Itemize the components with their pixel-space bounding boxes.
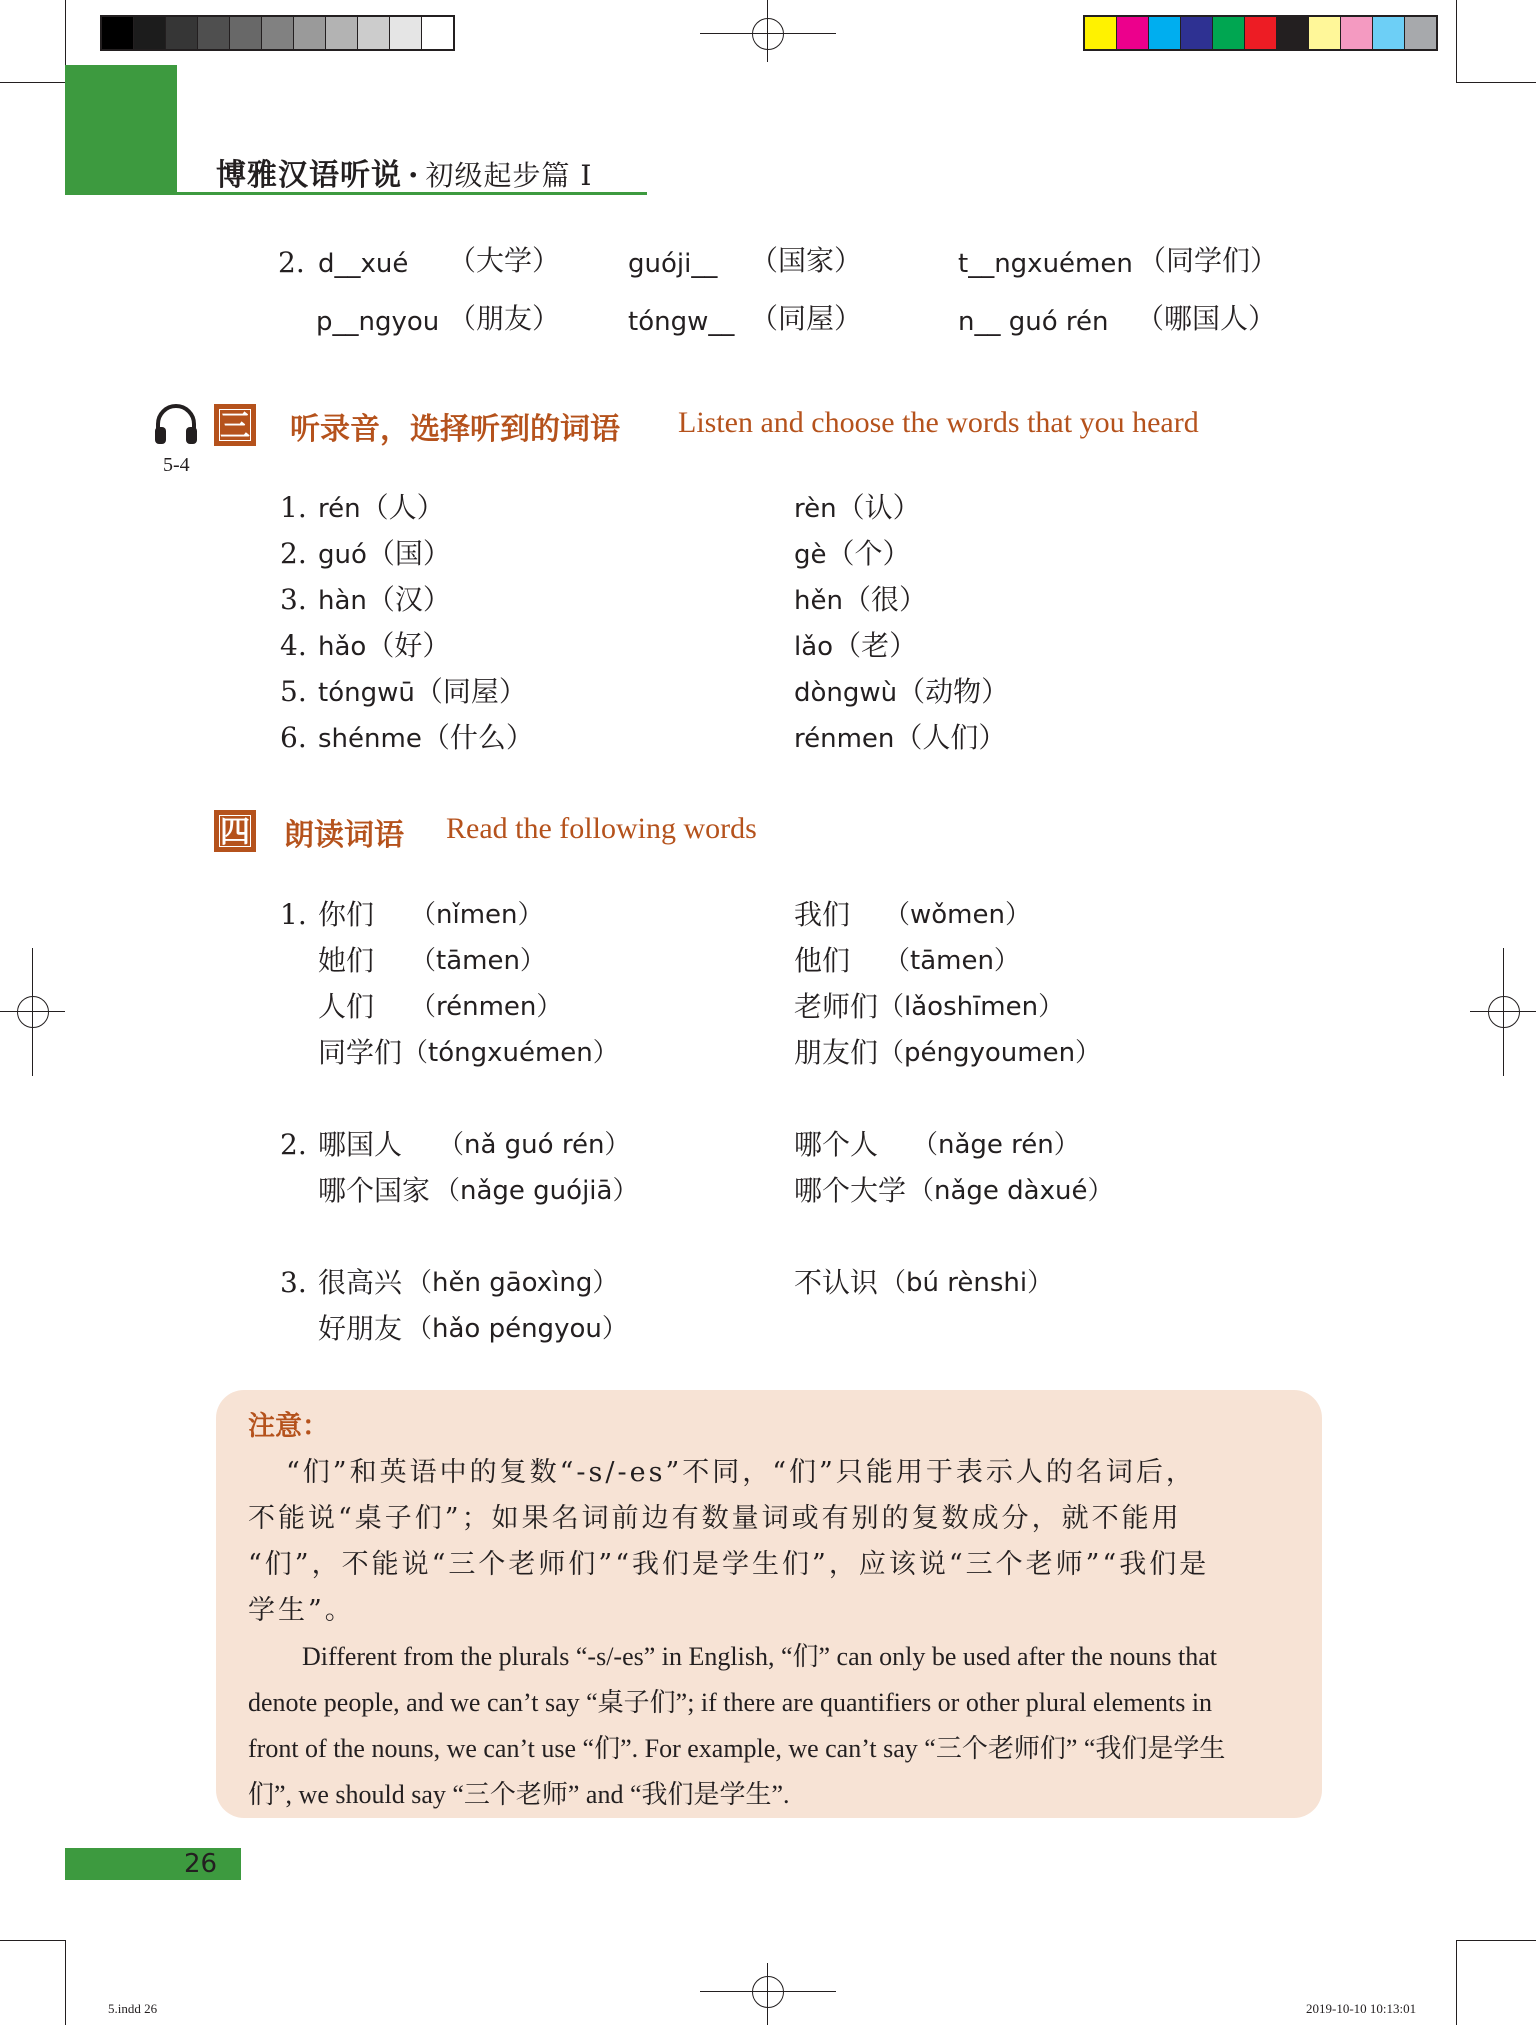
item-number: 1. bbox=[280, 491, 307, 524]
book-title-main: 博雅汉语听说 bbox=[216, 158, 402, 193]
word-pinyin: （rénmen） bbox=[410, 992, 563, 1022]
choice-left-pinyin: rén bbox=[318, 494, 361, 524]
print-timestamp: 2019-10-10 10:13:01 bbox=[1306, 2001, 1417, 2016]
choice-left-hanzi: （国） bbox=[366, 537, 451, 570]
word-hanzi: 哪个大学 bbox=[794, 1174, 907, 1207]
color-swatch bbox=[422, 17, 453, 49]
note-en-line: Different from the plurals “-s/-es” in English, “们” can only be used after the nouns that bbox=[302, 1642, 1218, 1671]
choice-right-pinyin: hěn bbox=[794, 586, 843, 616]
choice-left-hanzi: （汉） bbox=[366, 583, 451, 616]
word-pinyin: （hěn gāoxìng） bbox=[406, 1268, 619, 1298]
choice-right-hanzi: （人们） bbox=[894, 721, 1007, 754]
color-swatch bbox=[1405, 17, 1436, 49]
choice-left-hanzi: （好） bbox=[366, 629, 451, 662]
color-swatch bbox=[1341, 17, 1373, 49]
color-swatch bbox=[1309, 17, 1341, 49]
word-hanzi: 很高兴 bbox=[318, 1266, 403, 1299]
section-4-title-cn: 朗读词语 bbox=[284, 818, 404, 853]
fill-blank-hanzi: （朋友） bbox=[448, 302, 561, 335]
color-swatch bbox=[358, 17, 390, 49]
choice-left-pinyin: hàn bbox=[318, 586, 367, 616]
book-title bbox=[216, 150, 592, 194]
word-hanzi: 他们 bbox=[794, 944, 851, 977]
fill-blank-hanzi: （国家） bbox=[750, 244, 863, 277]
note-title: 注意： bbox=[248, 1411, 329, 1442]
section-4-title-en: Read the following words bbox=[446, 812, 757, 845]
section-3-label: 三 bbox=[214, 404, 256, 446]
color-swatch bbox=[102, 17, 134, 49]
word-hanzi: 我们 bbox=[794, 898, 851, 931]
note-en-line: denote people, and we can’t say “桌子们”; if there are quantifiers or other plural elements in bbox=[248, 1688, 1213, 1717]
choice-left-hanzi: （同屋） bbox=[414, 675, 527, 708]
item-number: 6. bbox=[280, 721, 307, 754]
fill-blank-pinyin: p__ngyou bbox=[316, 307, 440, 337]
color-swatch bbox=[1245, 17, 1277, 49]
choice-left-pinyin: tóngwū bbox=[318, 678, 415, 708]
word-pinyin: （nǐmen） bbox=[410, 900, 544, 930]
word-hanzi: 朋友们 bbox=[794, 1036, 879, 1069]
fill-blank-pinyin: d__xué bbox=[318, 249, 409, 279]
color-swatch bbox=[198, 17, 230, 49]
color-swatch bbox=[1373, 17, 1405, 49]
word-pinyin: （tāmen） bbox=[410, 946, 546, 976]
choice-right-pinyin: rénmen bbox=[794, 724, 895, 754]
item-number: 4. bbox=[280, 629, 307, 662]
word-pinyin: （bú rènshi） bbox=[880, 1268, 1054, 1298]
exercise-number: 2. bbox=[278, 246, 305, 279]
word-hanzi: 老师们 bbox=[794, 990, 879, 1023]
word-hanzi: 人们 bbox=[318, 990, 375, 1023]
word-hanzi: 不认识 bbox=[794, 1266, 879, 1299]
color-swatch bbox=[1117, 17, 1149, 49]
word-pinyin: （nǎge guójiā） bbox=[434, 1176, 639, 1206]
choice-left-pinyin: shénme bbox=[318, 724, 422, 754]
item-number: 5. bbox=[280, 675, 307, 708]
section-4-label: 四 bbox=[214, 810, 256, 852]
choice-left-hanzi: （什么） bbox=[421, 721, 534, 754]
process-color-bar bbox=[1083, 15, 1438, 51]
book-subtitle: 初级起步篇 I bbox=[425, 159, 593, 192]
note-en-line: front of the nouns, we can’t use “们”. For example, we can’t say “三个老师们” “我们是学生 bbox=[248, 1734, 1226, 1763]
color-swatch bbox=[134, 17, 166, 49]
title-separator: · bbox=[408, 158, 420, 193]
color-swatch bbox=[230, 17, 262, 49]
color-swatch bbox=[1085, 17, 1117, 49]
color-swatch bbox=[1277, 17, 1309, 49]
section-3-title-cn: 听录音，选择听到的词语 bbox=[290, 412, 620, 447]
word-pinyin: （nǎge dàxué） bbox=[908, 1176, 1114, 1206]
fill-blank-hanzi: （同学们） bbox=[1138, 244, 1279, 277]
group-number: 2. bbox=[280, 1128, 307, 1161]
color-swatch bbox=[1149, 17, 1181, 49]
choice-right-hanzi: （认） bbox=[836, 491, 921, 524]
color-swatch bbox=[1213, 17, 1245, 49]
choice-right-pinyin: gè bbox=[794, 540, 827, 570]
choice-left-pinyin: guó bbox=[318, 540, 367, 570]
fill-blank-hanzi: （同屋） bbox=[750, 302, 863, 335]
choice-left-hanzi: （人） bbox=[360, 491, 445, 524]
color-swatch bbox=[326, 17, 358, 49]
fill-blank-pinyin: t__ngxuémen bbox=[958, 249, 1133, 279]
gray-color-bar bbox=[100, 15, 455, 51]
word-pinyin: （hǎo péngyou） bbox=[406, 1314, 628, 1344]
section-3-title-en: Listen and choose the words that you heard bbox=[678, 406, 1199, 439]
note-cn-line: “们”和英语中的复数“-s/-es”不同，“们”只能用于表示人的名词后， bbox=[286, 1457, 1196, 1488]
choice-right-pinyin: lǎo bbox=[794, 632, 834, 662]
word-hanzi: 她们 bbox=[318, 944, 375, 977]
note-cn-line: “们”，不能说“三个老师们”“我们是学生们”，应该说“三个老师”“我们是 bbox=[248, 1549, 1210, 1580]
item-number: 3. bbox=[280, 583, 307, 616]
word-pinyin: （nǎ guó rén） bbox=[438, 1130, 631, 1160]
word-hanzi: 好朋友 bbox=[318, 1312, 403, 1345]
group-number: 3. bbox=[280, 1266, 307, 1299]
fill-blank-pinyin: guóji__ bbox=[628, 249, 718, 279]
word-hanzi: 同学们 bbox=[318, 1036, 403, 1069]
note-cn-line: 不能说“桌子们”；如果名词前边有数量词或有别的复数成分，就不能用 bbox=[248, 1503, 1182, 1534]
word-pinyin: （tóngxuémen） bbox=[402, 1038, 619, 1068]
word-hanzi: 哪个国家 bbox=[318, 1174, 431, 1207]
color-swatch bbox=[1181, 17, 1213, 49]
word-pinyin: （wǒmen） bbox=[884, 900, 1031, 930]
group-number: 1. bbox=[280, 898, 307, 931]
audio-track-number: 5-4 bbox=[163, 454, 190, 476]
choice-right-hanzi: （老） bbox=[833, 629, 918, 662]
choice-left-pinyin: hǎo bbox=[318, 632, 367, 662]
fill-blank-hanzi: （大学） bbox=[448, 244, 561, 277]
choice-right-hanzi: （动物） bbox=[897, 675, 1010, 708]
choice-right-hanzi: （个） bbox=[826, 537, 911, 570]
color-swatch bbox=[294, 17, 326, 49]
word-hanzi: 你们 bbox=[318, 898, 375, 931]
note-box bbox=[216, 1390, 1322, 1818]
note-cn-line: 学生”。 bbox=[248, 1595, 355, 1626]
word-pinyin: （lǎoshīmen） bbox=[878, 992, 1065, 1022]
choice-right-pinyin: rèn bbox=[794, 494, 837, 524]
choice-right-pinyin: dòngwù bbox=[794, 678, 898, 708]
word-hanzi: 哪个人 bbox=[794, 1128, 879, 1161]
page-number: 26 bbox=[184, 1849, 218, 1879]
headphones-icon[interactable] bbox=[152, 400, 200, 448]
word-hanzi: 哪国人 bbox=[318, 1128, 403, 1161]
file-slug: 5.indd 26 bbox=[108, 2001, 158, 2016]
choice-right-hanzi: （很） bbox=[842, 583, 927, 616]
note-en-line: 们”, we should say “三个老师” and “我们是学生”. bbox=[248, 1780, 790, 1809]
fill-blank-pinyin: tóngw__ bbox=[628, 307, 735, 337]
color-swatch bbox=[390, 17, 422, 49]
word-pinyin: （tāmen） bbox=[884, 946, 1020, 976]
color-swatch bbox=[262, 17, 294, 49]
header-green-block bbox=[65, 65, 177, 195]
word-pinyin: （nǎge rén） bbox=[912, 1130, 1080, 1160]
fill-blank-hanzi: （哪国人） bbox=[1136, 302, 1277, 335]
color-swatch bbox=[166, 17, 198, 49]
word-pinyin: （péngyoumen） bbox=[878, 1038, 1102, 1068]
item-number: 2. bbox=[280, 537, 307, 570]
fill-blank-pinyin: n__ guó rén bbox=[958, 307, 1109, 337]
